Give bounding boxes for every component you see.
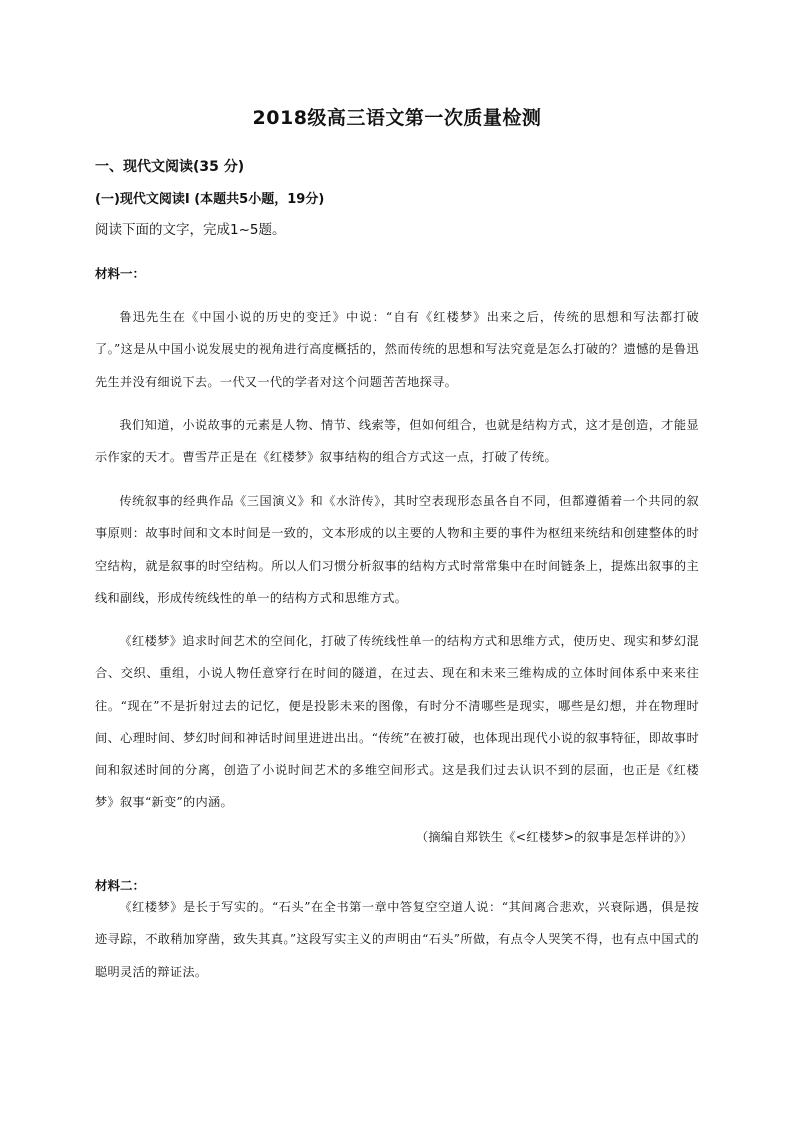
- material-two-paragraph: 《红楼梦》是长于写实的。“石头”在全书第一章中答复空空道人说：“其间离合悲欢，兴衰际遇，俱是按迹寻踪，不敢稍加穿凿，致失其真。”这段写实主义的声明由“石头”所做，有点令人哭笑不得，也有点中国式的聪明灵活的辩证法。: [95, 900, 699, 979]
- section-heading: 一、现代文阅读(35 分): [95, 159, 245, 175]
- sub-section-heading: (一)现代文阅读Ⅰ (本题共5小题，19分): [95, 192, 325, 207]
- material-one-paragraph: 《红楼梦》追求时间艺术的空间化，打破了传统线性单一的结构方式和思维方式，使历史、现实和梦幻混合、交织、重组，小说人物任意穿行在时间的隧道，在过去、现在和未来三维构成的立体时间体系中来来往往。“现在”不是折射过去的记忆，便是投影未来的图像，有时分不清哪些是现实，哪些是幻想，并在物理时间、心理时间、梦幻时间和神话时间里进进出出。“传统”在被打破，也体现出现代小说的叙事特征，即故事时间和叙述时间的分离，创造了小说时间艺术的多维空间形式。这是我们过去认识不到的层面，也正是《红楼梦》叙事“新变”的内涵。: [95, 634, 699, 810]
- reading-instruction: 阅读下面的文字，完成1~5题。: [95, 222, 286, 238]
- material-one-paragraph: 我们知道，小说故事的元素是人物、情节、线索等，但如何组合，也就是结构方式，这才是创造，才能显示作家的天才。曹雪芹正是在《红楼梦》叙事结构的组合方式这一点，打破了传统。: [95, 418, 699, 465]
- material-one-paragraph: 传统叙事的经典作品《三国演义》和《水浒传》，其时空表现形态虽各自不同，但都遵循着一个共同的叙事原则：故事时间和文本时间是一致的，文本形成的以主要的人物和主要的事件为枢纽来统结和创建整体的时空结构，就是叙事的时空结构。所以人们习惯分析叙事的结构方式时常常集中在时间链条上，提炼出叙事的主线和副线，形成传统线性的单一的结构方式和思维方式。: [95, 494, 699, 605]
- source-citation: （摘编自郑铁生《<红楼梦>的叙事是怎样讲的》）: [415, 830, 693, 844]
- material-two-label: 材料二：: [95, 878, 146, 893]
- document-title: 2018级高三语文第一次质量检测: [252, 107, 542, 129]
- material-one-paragraph: 鲁迅先生在《中国小说的历史的变迁》中说：“自有《红楼梦》出来之后，传统的思想和写法都打破了。”这是从中国小说发展史的视角进行高度概括的，然而传统的思想和写法究竟是怎么打破的？遗憾的是鲁迅先生并没有细说下去。一代又一代的学者对这个问题苦苦地探寻。: [95, 310, 699, 389]
- material-one-label: 材料一：: [95, 266, 146, 281]
